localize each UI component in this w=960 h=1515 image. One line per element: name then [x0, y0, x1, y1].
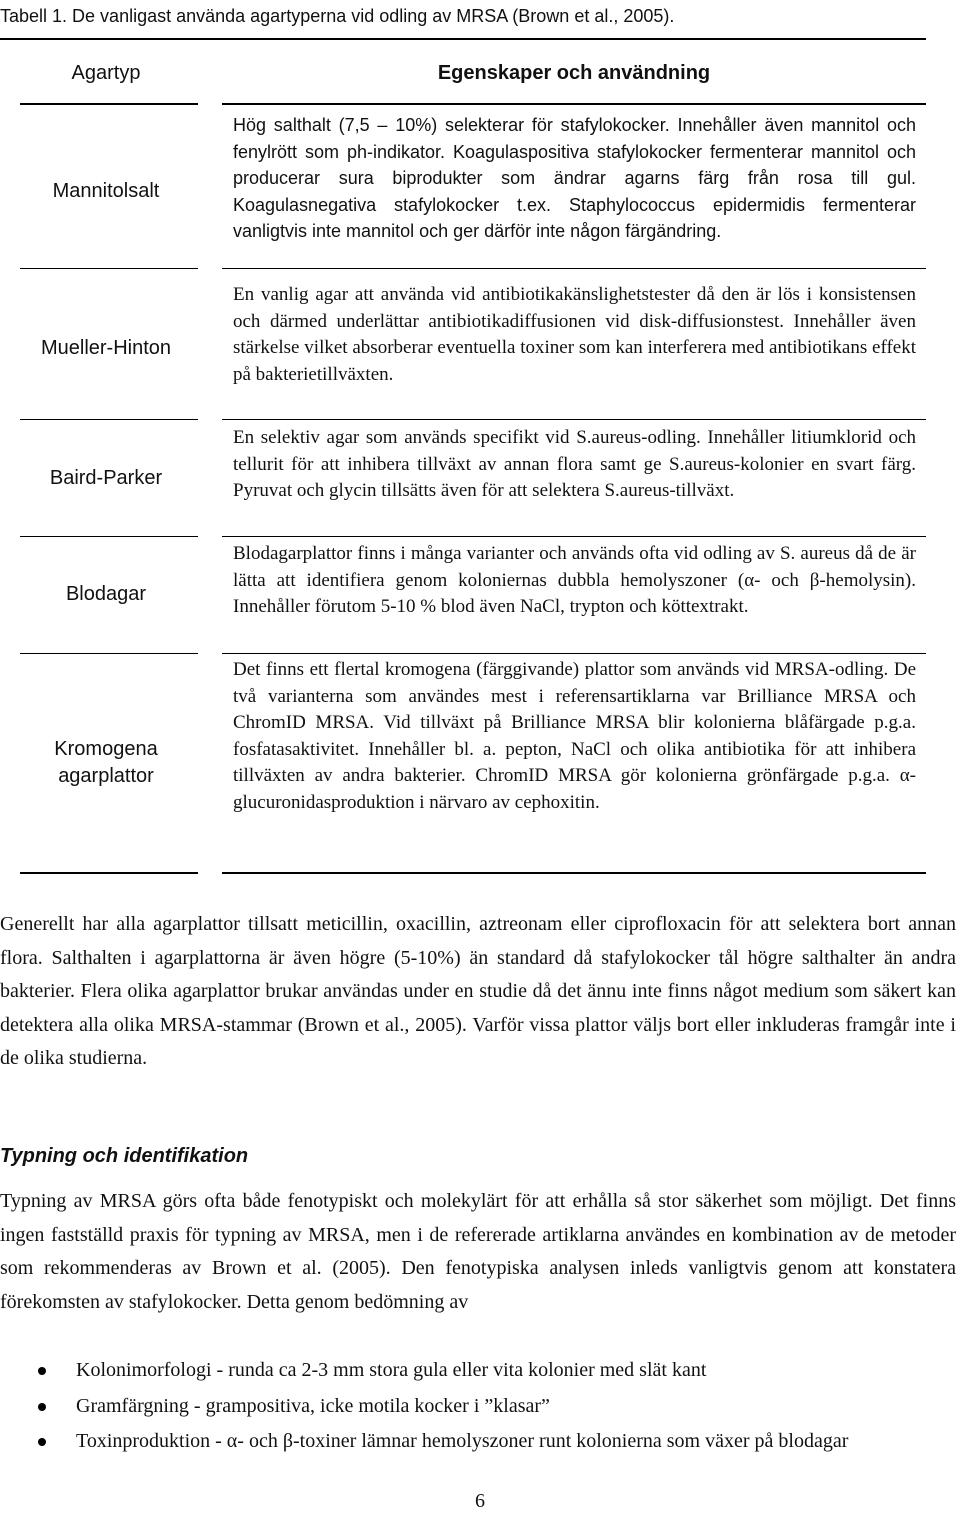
bullet-text: Kolonimorfologi - runda ca 2-3 mm stora gula eller vita kolonier med slät kant [76, 1359, 707, 1381]
row-rule-4-left [20, 653, 198, 654]
row-rule-2-right [222, 419, 926, 420]
column-header-egenskaper: Egenskaper och användning [437, 62, 711, 84]
agar-name-kromogena-line1: Kromogena [54, 738, 158, 760]
agar-name-baird-parker: Baird-Parker [49, 467, 163, 489]
row-rule-1-right [222, 268, 926, 269]
body-paragraph-2: Typning av MRSA görs ofta både fenotypiskt och molekylärt för att erhålla så stor säkerhet som möjligt. Det finns ingen fastställd praxis för typning av MRSA, men i de refererade artiklarna användes en kombination av de metoder som rekommenderas av Brown et al. (2005). Den fenotypiska analysen inleds vanligtvis genom att konstatera förekomsten av stafylokocker. Detta genom bedömning av [0, 1190, 956, 1313]
bullet-dot-icon [38, 1367, 46, 1375]
agar-name-blodagar: Blodagar [65, 583, 147, 605]
header-rule-right [222, 103, 926, 105]
agar-desc-blodagar: Blodagarplattor finns i många varianter och används ofta vid odling av S. aureus då de är lätta att identifiera genom koloniernas dubbla hemolyszoner (α- och β-hemolysin). Innehåller förutom 5-10 % blod även NaCl, trypton och köttextrakt. [233, 543, 916, 617]
bullet-dot-icon [38, 1438, 46, 1446]
table-caption: Tabell 1. De vanligast använda agartyperna vid odling av MRSA (Brown et al., 2005). [0, 6, 675, 26]
table-top-rule [0, 38, 926, 40]
agar-desc-mueller-hinton: En vanlig agar att använda vid antibiotikakänslighetstester då den är lös i konsistensen och därmed underlättar antibiotikadiffusionen vid disk-diffusionstest. Innehåller även stärkelse vilket absorberar eventuella toxiner som kan interferera med antibiotikans effekt på bakterietillväxten. [233, 284, 916, 385]
column-header-agartyp: Agartyp [71, 62, 141, 84]
header-rule-left [20, 103, 198, 105]
agar-name-kromogena-line2: agarplattor [58, 765, 154, 787]
agar-desc-baird-parker: En selektiv agar som används specifikt vid S.aureus-odling. Innehåller litiumklorid och tellurit för att inhibera tillväxt av annan flora samt ge S.aureus-kolonier en svart färg. Pyruvat och glycin tillsätts även för att selektera S.aureus-tillväxt. [233, 427, 916, 501]
bullet-item [28, 1390, 948, 1423]
row-rule-3-right [222, 536, 926, 537]
bullet-dot-icon [38, 1403, 46, 1411]
bullet-text: Gramfärgning - grampositiva, icke motila kocker i ”klasar” [76, 1395, 550, 1417]
row-rule-1-left [20, 268, 198, 269]
table-bottom-rule-right [222, 872, 926, 874]
section-heading: Typning och identifikation [0, 1145, 249, 1167]
table-bottom-rule-left [20, 872, 198, 874]
agar-desc-mannitolsalt: Hög salthalt (7,5 – 10%) selekterar för stafylokocker. Innehåller även mannitol och fenylrött som ph-indikator. Koagulaspositiva stafylokocker fermenterar mannitol och producerar sura biprodukter som ändrar agarns färg från rosa till gul. Koagulasnegativa stafylokocker t.ex. Staphylococcus epidermidis fermenterar vanligtvis inte mannitol och ger därför inte någon färgändring. [233, 115, 916, 241]
agar-desc-kromogena: Det finns ett flertal kromogena (färggivande) plattor som används vid MRSA-odling. De två varianterna som användes mest i referensartiklarna var Brilliance MRSA och ChromID MRSA. Vid tillväxt på Brilliance MRSA blir kolonierna blåfärgade p.g.a. fosfatasaktivitet. Innehåller bl. a. pepton, NaCl och olika antibiotika för att inhibera tillväxten av andra bakterier. ChromID MRSA gör kolonierna grönfärgade p.g.a. α-glucuronidasproduktion i närvaro av cephoxitin. [233, 659, 916, 813]
body-paragraph-1: Generellt har alla agarplattor tillsatt meticillin, oxacillin, aztreonam eller ciprofloxacin för att selektera bort annan flora. Salthalten i agarplattorna är även högre (5-10%) än standard då stafylokocker tål högre salthalter än andra bakterier. Flera olika agarplattor brukar användas under en studie då det ännu inte finns något medium som säkert kan detektera alla olika MRSA-stammar (Brown et al., 2005). Varför vissa plattor väljs bort eller inkluderas framgår inte i de olika studierna. [0, 913, 956, 1070]
agar-name-mannitolsalt: Mannitolsalt [52, 180, 160, 202]
bullet-item [28, 1425, 948, 1458]
bullet-item [28, 1354, 948, 1387]
agar-name-mueller-hinton: Mueller-Hinton [40, 337, 172, 359]
bullet-text: Toxinproduktion - α- och β-toxiner lämnar hemolyszoner runt kolonierna som växer på blodagar [76, 1430, 849, 1452]
agar-name-kromogena [0, 736, 212, 790]
row-rule-4-right [222, 653, 926, 654]
page-number: 6 [475, 1490, 485, 1512]
row-rule-3-left [20, 536, 198, 537]
row-rule-2-left [20, 419, 198, 420]
